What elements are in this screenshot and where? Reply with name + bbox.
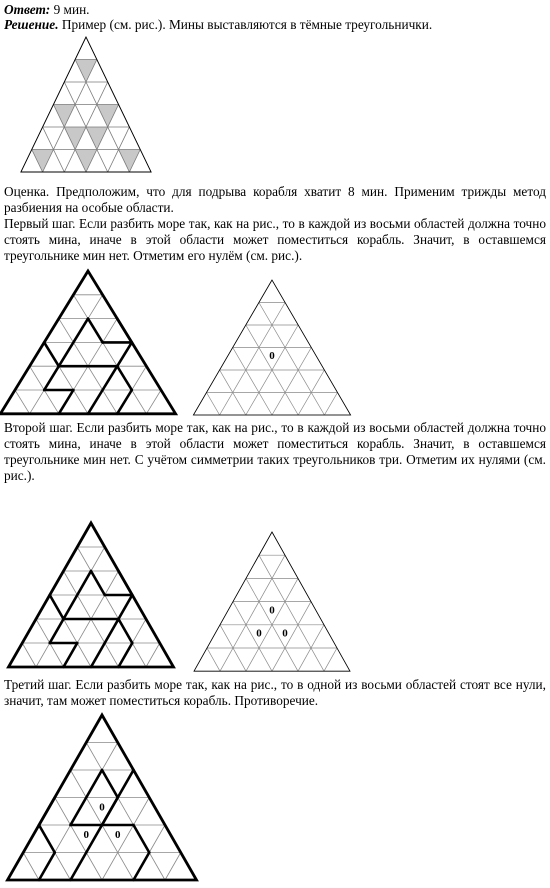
region-border xyxy=(134,853,150,881)
grid-line xyxy=(165,853,181,881)
region-border xyxy=(134,825,150,853)
step3-paragraph: Третий шаг. Если разбить море так, как на рис., то в одной из восьми областей стоят все нули, значит, там может поместиться корабль. Противоречие. xyxy=(4,677,546,708)
estimate-paragraph: Оценка. Предположим, что для подрыва корабля хватит 8 мин. Применим трижды метод разбиения на особые области. xyxy=(4,184,546,215)
step2-paragraph: Второй шаг. Если разбить море так, как на рис., то в каждой из восьми областей должна точно стоять мина, иначе в этой области может поместиться корабль. Значит, в оставшемся треугольнике мин нет. С учётом симметрии таких треугольников три. Отметим их нулями (см. рис.). xyxy=(4,420,546,483)
solution-label: Решение. xyxy=(4,17,59,32)
grid-line xyxy=(23,853,39,881)
region-border xyxy=(39,853,55,881)
step1-paragraph: Первый шаг. Если разбить море так, как на рис., то в каждой из восьми областей должна точно стоять мина, иначе в этой области может поместиться корабль. Значит, в оставшемся треугольнике мин нет. Отметим его нулём (см. рис.). xyxy=(4,216,546,263)
answer-label: Ответ: xyxy=(4,2,51,17)
zero-mark: 0 xyxy=(115,829,121,842)
zero-mark: 0 xyxy=(99,801,105,814)
zero-mark: 0 xyxy=(256,627,262,640)
solution-text: Пример (см. рис.). Мины выставляются в тёмные треугольнички. xyxy=(61,17,433,32)
grid-line xyxy=(83,743,165,881)
zero-mark: 0 xyxy=(282,627,288,640)
answer-value: 9 мин. xyxy=(53,2,90,17)
region-border xyxy=(39,825,55,853)
zero-mark: 0 xyxy=(83,829,89,842)
region-border xyxy=(102,770,118,798)
zero-mark: 0 xyxy=(269,350,275,362)
zero-mark: 0 xyxy=(269,604,275,617)
region-border xyxy=(71,853,87,881)
